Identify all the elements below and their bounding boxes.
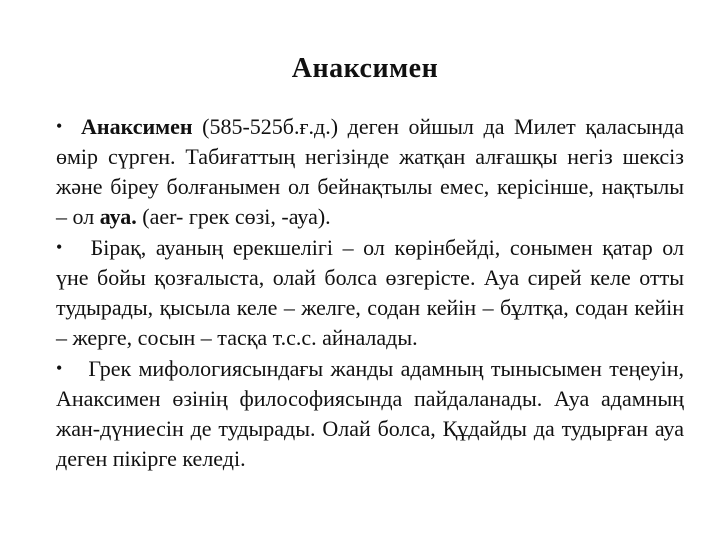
bullet-icon: • <box>56 358 63 378</box>
paragraph-1-emphasis: ауа. <box>99 204 137 229</box>
paragraph-1-lead-term: Анаксимен <box>81 114 193 139</box>
paragraph-2-text: Бірақ, ауаның ерекшелігі – ол көрінбейді, сонымен қатар ол үне бойы қозғалыста, олай болса өзгерісте. Ауа сирей келе отты тудырады, қысыла келе – желге, содан кейін – бұлтқа, содан кейін – жерге, сосын – тасқа т.с.с. айналады. <box>56 235 684 350</box>
paragraph-3-text: Грек мифологиясындағы жанды адамның тынысымен теңеуін, Анаксимен өзінің философиясында пайдаланады. Ауа адамның жан-дүниесін де тудырады. Олай болса, Құдайды да тудырған ауа деген пікірге келеді. <box>56 356 684 471</box>
paragraph-1-text-end: (aer- грек сөзі, -ауа). <box>136 204 331 229</box>
slide-body <box>56 111 684 474</box>
bullet-icon: • <box>56 116 63 136</box>
bullet-paragraph-2 <box>56 232 684 353</box>
bullet-icon: • <box>56 237 63 257</box>
bullet-paragraph-1 <box>56 111 684 232</box>
paragraph-1-text: (585-525б.ғ.д.) деген ойшыл да Милет қаласында өмір сүрген. Табиғаттың негізінде жатқан алғашқы негіз шексіз және біреу болғанымен ол бейнақтылы емес, керісінше, нақтылы – ол <box>56 114 684 229</box>
slide-title: Анаксимен <box>291 53 439 84</box>
bullet-paragraph-3 <box>56 353 684 474</box>
